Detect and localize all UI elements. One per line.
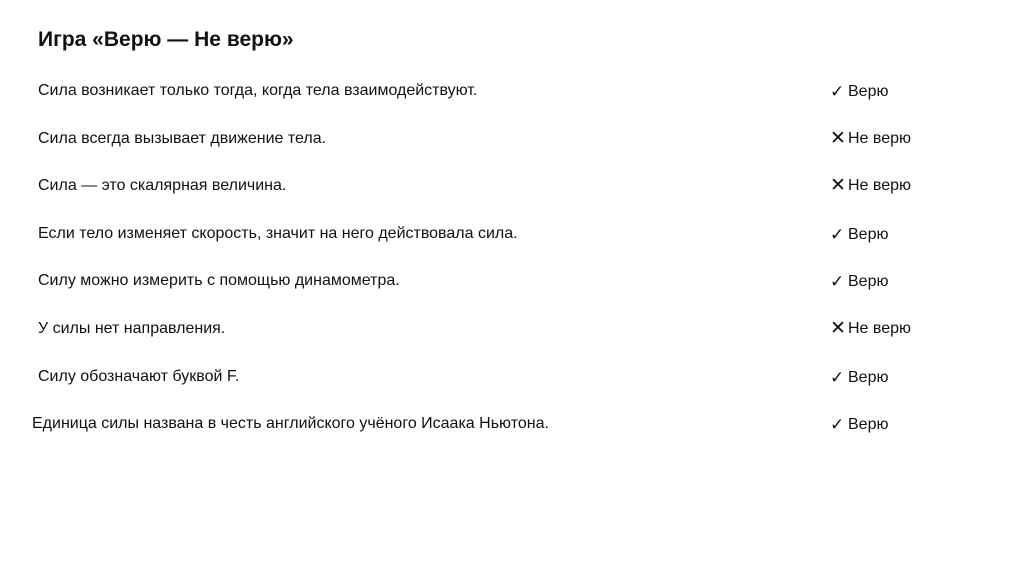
answer-label: Верю xyxy=(848,83,889,100)
statement-row xyxy=(0,411,1024,459)
cross-icon: ✕ xyxy=(830,127,846,149)
check-icon: ✓ xyxy=(830,367,845,387)
answer xyxy=(830,368,888,388)
statement-text: Силу обозначают буквой F. xyxy=(38,367,240,385)
cross-icon: ✕ xyxy=(830,175,846,197)
slide-title: Игра «Верю — Не верю» xyxy=(38,28,294,51)
statement-row xyxy=(0,316,1024,364)
statement-text: Сила — это скалярная величина. xyxy=(38,177,287,195)
answer-label: Не верю xyxy=(848,319,912,337)
answer-label: Верю xyxy=(848,416,889,434)
statement-text: Силу можно измерить с помощью динамометра. xyxy=(38,272,400,290)
answer xyxy=(830,415,888,435)
answer xyxy=(830,127,912,149)
check-icon: ✓ xyxy=(830,415,845,435)
check-icon: ✓ xyxy=(830,82,845,101)
answer-label: Не верю xyxy=(848,177,912,195)
statement-text: У силы нет направления. xyxy=(38,319,226,337)
statement-row xyxy=(0,221,1024,269)
statement-row xyxy=(0,126,1024,174)
statement-row xyxy=(0,78,1024,126)
statement-text: Сила всегда вызывает движение тела. xyxy=(38,129,327,147)
statement-row xyxy=(0,364,1024,412)
statement-list xyxy=(0,78,1024,459)
answer-label: Верю xyxy=(848,368,889,386)
answer xyxy=(830,225,888,245)
check-icon: ✓ xyxy=(830,224,845,244)
answer-label: Не верю xyxy=(848,129,912,147)
answer xyxy=(830,272,888,292)
statement-text: Сила возникает только тогда, когда тела взаимодействуют. xyxy=(38,82,478,99)
answer xyxy=(830,82,888,102)
cross-icon: ✕ xyxy=(830,317,846,339)
answer-label: Верю xyxy=(848,225,889,243)
statement-row xyxy=(0,173,1024,221)
answer-label: Верю xyxy=(848,273,889,291)
answer xyxy=(830,317,912,339)
answer xyxy=(830,177,911,195)
statement-row xyxy=(0,268,1024,316)
statement-text: Единица силы названа в честь английского учёного Исаака Ньютона. xyxy=(32,415,549,433)
check-icon: ✓ xyxy=(830,272,845,292)
statement-text: Если тело изменяет скорость, значит на него действовала сила. xyxy=(38,224,518,242)
